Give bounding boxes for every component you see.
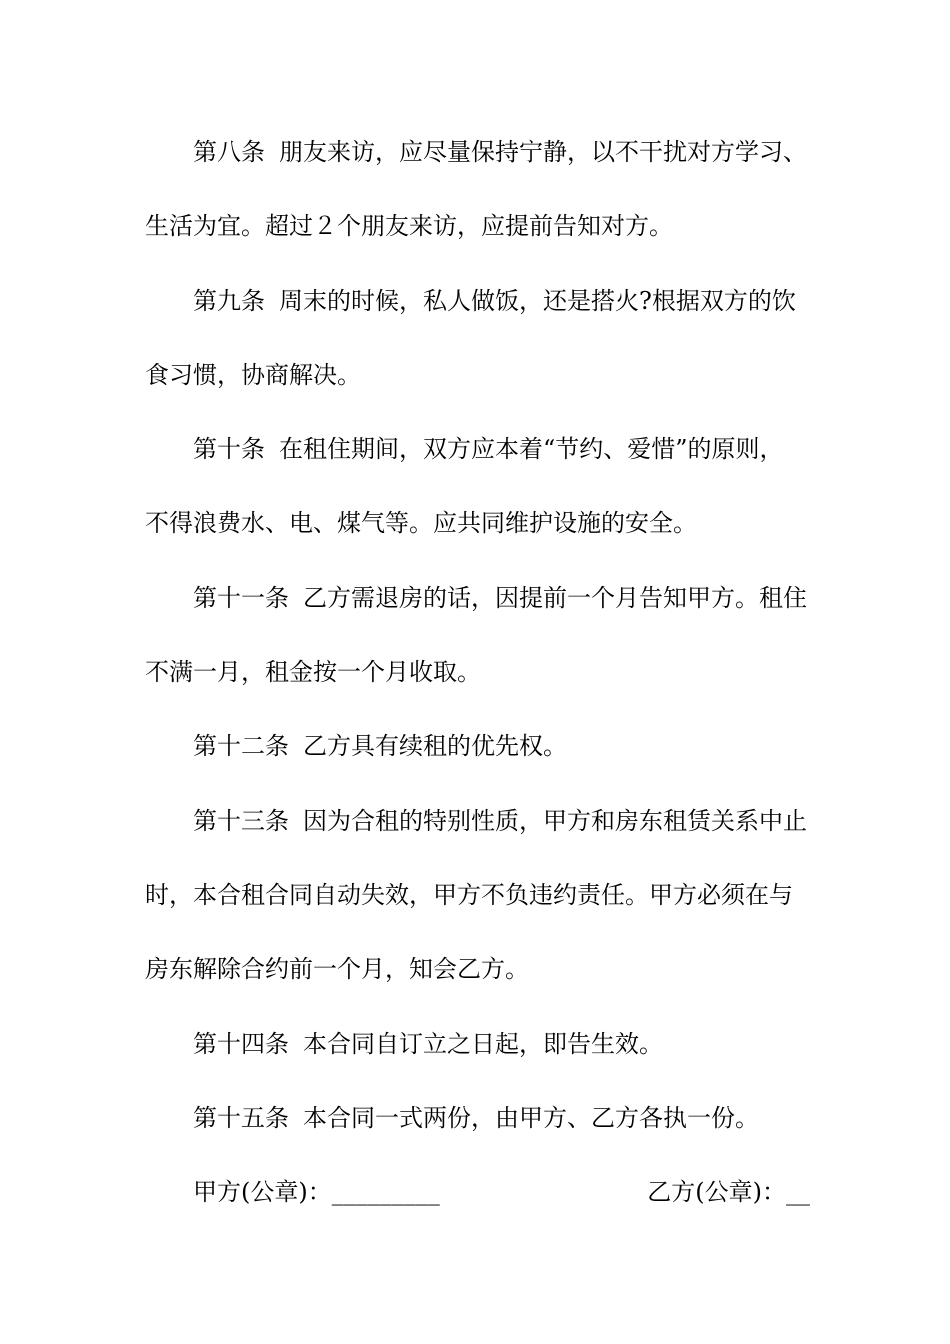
article-15-number: 第十五条: [193, 1103, 289, 1132]
article-13-line-3: 房东解除合约前一个月，知会乙方。: [145, 955, 529, 984]
contract-page: [145, 115, 810, 1229]
article-8-line-2: 生活为宜。超过２个朋友来访，应提前告知对方。: [145, 212, 673, 241]
party-b-signature: 乙方(公章)：__: [647, 1178, 810, 1207]
article-8-line-1: [145, 115, 810, 189]
article-10-text-1: 在租住期间，双方应本着“节约、爱惜”的原则，: [279, 435, 784, 464]
article-14-number: 第十四条: [193, 1029, 289, 1058]
article-8-number: 第八条: [193, 138, 265, 166]
article-9-line-1: [145, 264, 810, 338]
article-13-line-2: 时，本合租合同自动失效，甲方不负违约责任。甲方必须在与: [145, 880, 793, 909]
party-a-signature: 甲方(公章)：_________: [193, 1178, 440, 1207]
article-11-line-1: [145, 561, 810, 635]
article-13-line-1: [145, 784, 810, 858]
article-13-text-1: 因为合租的特别性质，甲方和房东租赁关系中止: [303, 806, 807, 835]
article-12-number: 第十二条: [193, 732, 289, 761]
article-10-line-2: 不得浪费水、电、煤气等。应共同维护设施的安全。: [145, 509, 697, 538]
article-10-line-1: [145, 412, 810, 486]
article-9-number: 第九条: [193, 286, 265, 315]
signature-row: [145, 1155, 810, 1229]
article-15-text-1: 本合同一式两份，由甲方、乙方各执一份。: [303, 1103, 759, 1132]
article-12-line-1: [145, 709, 810, 783]
article-14-line-1: [145, 1007, 810, 1081]
article-14-text-1: 本合同自订立之日起，即告生效。: [303, 1029, 663, 1058]
article-11-text-1: 乙方需退房的话，因提前一个月告知甲方。租住: [303, 583, 807, 612]
article-9-text-1: 周末的时候，私人做饭，还是搭火?根据双方的饮: [279, 286, 796, 315]
article-15-line-1: [145, 1081, 810, 1155]
article-8-text-1: 朋友来访，应尽量保持宁静，以不干扰对方学习、: [279, 138, 807, 166]
article-13-number: 第十三条: [193, 806, 289, 835]
article-11-line-2: 不满一月，租金按一个月收取。: [145, 658, 481, 687]
article-12-text-1: 乙方具有续租的优先权。: [303, 732, 567, 761]
article-9-line-2: 食习惯，协商解决。: [145, 360, 361, 389]
article-10-number: 第十条: [193, 435, 265, 464]
article-11-number: 第十一条: [193, 583, 289, 612]
